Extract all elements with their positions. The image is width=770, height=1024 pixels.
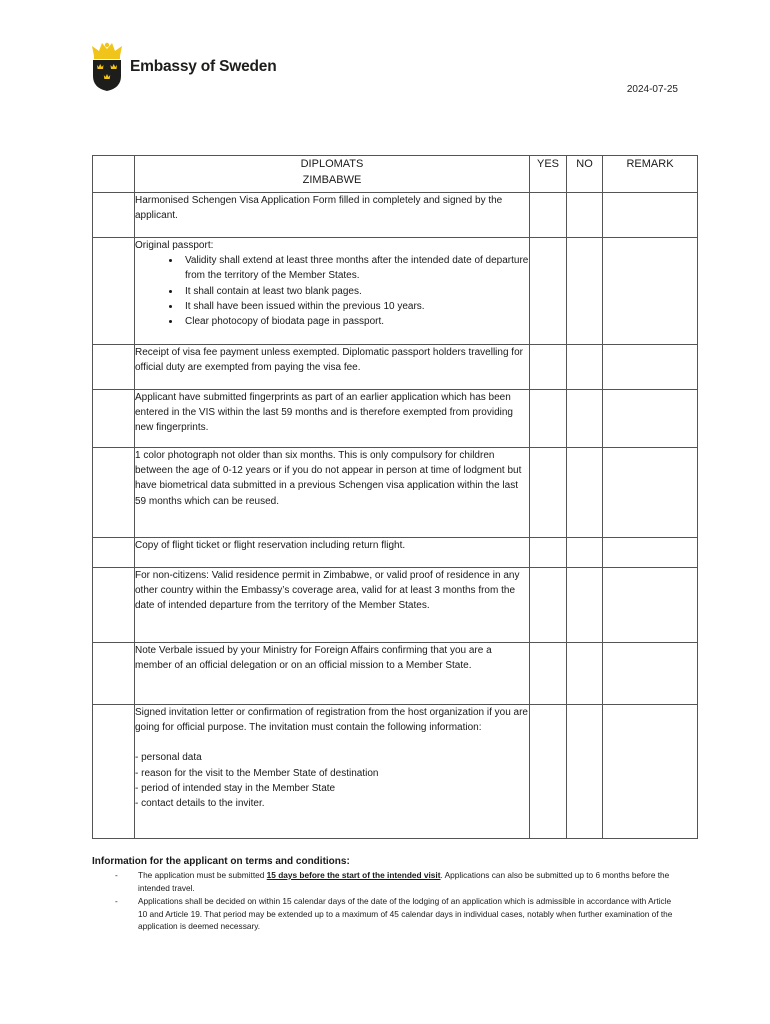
info-text: . Applications can also be submitted up to 6 months before the intended travel. bbox=[138, 870, 670, 893]
info-title: Information for the applicant on terms and conditions: bbox=[92, 856, 350, 867]
table-row bbox=[93, 538, 698, 568]
requirement-text: Harmonised Schengen Visa Application Form filled in completely and signed by the applicant. bbox=[135, 193, 530, 238]
info-text: The application must be submitted bbox=[138, 870, 267, 880]
requirement-intro: Original passport: bbox=[135, 240, 214, 251]
requirement-text: Receipt of visa fee payment unless exempted. Diplomatic passport holders travelling for official duty are exempted from paying the visa fee. bbox=[135, 345, 530, 390]
row-blank-cell bbox=[93, 390, 135, 448]
requirement-passport bbox=[135, 238, 530, 345]
table-header-row bbox=[93, 156, 698, 193]
no-cell[interactable] bbox=[567, 193, 603, 238]
col-no-header: NO bbox=[567, 156, 603, 193]
table-row bbox=[93, 390, 698, 448]
embassy-name: Embassy of Sweden bbox=[130, 58, 277, 75]
row-blank-cell bbox=[93, 643, 135, 705]
yes-cell[interactable] bbox=[530, 238, 567, 345]
table-row bbox=[93, 568, 698, 643]
remark-cell[interactable] bbox=[603, 538, 698, 568]
remark-cell[interactable] bbox=[603, 643, 698, 705]
requirement-text: For non-citizens: Valid residence permit in Zimbabwe, or valid proof of residence in any other country within the Embassy’s coverage area, valid for at least 3 months from the date of intended departure from the territory of the Member States. bbox=[135, 568, 530, 643]
swedish-crown-emblem-icon bbox=[90, 42, 124, 92]
table-row bbox=[93, 643, 698, 705]
info-emphasis: 15 days before the start of the intended visit bbox=[266, 870, 441, 880]
list-item: • Clear photocopy of biodata page in passport. bbox=[181, 314, 529, 329]
table-title bbox=[135, 156, 530, 193]
embassy-logo bbox=[90, 42, 276, 92]
remark-cell[interactable] bbox=[603, 345, 698, 390]
info-item bbox=[92, 869, 682, 894]
title-line-2: ZIMBABWE bbox=[302, 174, 362, 186]
row-blank-cell bbox=[93, 568, 135, 643]
title-line-1: DIPLOMATS bbox=[300, 158, 364, 170]
row-blank-cell bbox=[93, 345, 135, 390]
passport-bullet-list bbox=[135, 253, 529, 329]
row-blank-cell bbox=[93, 448, 135, 538]
remark-cell[interactable] bbox=[603, 193, 698, 238]
info-item bbox=[92, 895, 682, 933]
list-item: - period of intended stay in the Member State bbox=[135, 782, 336, 794]
row-blank-cell bbox=[93, 238, 135, 345]
applicant-information bbox=[92, 856, 682, 934]
no-cell[interactable] bbox=[567, 448, 603, 538]
table-row bbox=[93, 705, 698, 839]
dash-bullet: - bbox=[115, 870, 118, 880]
col-yes-header: YES bbox=[530, 156, 567, 193]
requirement-intro: Signed invitation letter or confirmation of registration from the host organization if you are going for official purpose. The invitation must contain the following information: bbox=[135, 707, 528, 734]
row-blank-cell bbox=[93, 705, 135, 839]
no-cell[interactable] bbox=[567, 538, 603, 568]
no-cell[interactable] bbox=[567, 705, 603, 839]
list-item: • Validity shall extend at least three months after the intended date of departure from the territory of the Member States. bbox=[181, 253, 529, 283]
table-row bbox=[93, 448, 698, 538]
remark-cell[interactable] bbox=[603, 705, 698, 839]
row-blank-cell bbox=[93, 193, 135, 238]
remark-cell[interactable] bbox=[603, 390, 698, 448]
col-remark-header: REMARK bbox=[603, 156, 698, 193]
header-blank-cell bbox=[93, 156, 135, 193]
row-blank-cell bbox=[93, 538, 135, 568]
yes-cell[interactable] bbox=[530, 345, 567, 390]
requirement-text: Note Verbale issued by your Ministry for Foreign Affairs confirming that you are a member of an official delegation or on an official mission to a Member State. bbox=[135, 643, 530, 705]
list-item: - personal data bbox=[135, 752, 202, 764]
list-item: • It shall have been issued within the previous 10 years. bbox=[181, 299, 529, 314]
no-cell[interactable] bbox=[567, 238, 603, 345]
yes-cell[interactable] bbox=[530, 538, 567, 568]
yes-cell[interactable] bbox=[530, 643, 567, 705]
list-item: - reason for the visit to the Member State of destination bbox=[135, 767, 379, 779]
remark-cell[interactable] bbox=[603, 448, 698, 538]
requirement-text: 1 color photograph not older than six months. This is only compulsory for children between the age of 0-12 years or if you do not appear in person at time of lodgment but have biometrical data submitted in a previous Schengen visa application within the last 59 months which can be reused. bbox=[135, 448, 530, 538]
no-cell[interactable] bbox=[567, 568, 603, 643]
requirement-text: Applicant have submitted fingerprints as part of an earlier application which has been entered in the VIS within the last 59 months and is therefore exempted from providing new fingerprints. bbox=[135, 390, 530, 448]
table-row bbox=[93, 345, 698, 390]
list-item: - contact details to the inviter. bbox=[135, 798, 265, 810]
remark-cell[interactable] bbox=[603, 238, 698, 345]
yes-cell[interactable] bbox=[530, 390, 567, 448]
no-cell[interactable] bbox=[567, 390, 603, 448]
document-date: 2024-07-25 bbox=[626, 84, 678, 95]
list-item: • It shall contain at least two blank pages. bbox=[181, 284, 529, 299]
no-cell[interactable] bbox=[567, 643, 603, 705]
info-text: Applications shall be decided on within 15 calendar days of the date of the lodging of an application which is admissible in accordance with Article 10 and Article 19. That period may be extended up to a maximum of 45 calendar days in individual cases, notably when further examination of the application is deemed necessary. bbox=[138, 896, 673, 931]
dash-bullet: - bbox=[115, 896, 118, 906]
yes-cell[interactable] bbox=[530, 448, 567, 538]
requirement-text: Copy of flight ticket or flight reservation including return flight. bbox=[135, 538, 530, 568]
no-cell[interactable] bbox=[567, 345, 603, 390]
yes-cell[interactable] bbox=[530, 568, 567, 643]
remark-cell[interactable] bbox=[603, 568, 698, 643]
table-row bbox=[93, 238, 698, 345]
requirement-invitation bbox=[135, 705, 530, 839]
table-row bbox=[93, 193, 698, 238]
yes-cell[interactable] bbox=[530, 193, 567, 238]
requirements-checklist-table bbox=[92, 155, 698, 839]
yes-cell[interactable] bbox=[530, 705, 567, 839]
